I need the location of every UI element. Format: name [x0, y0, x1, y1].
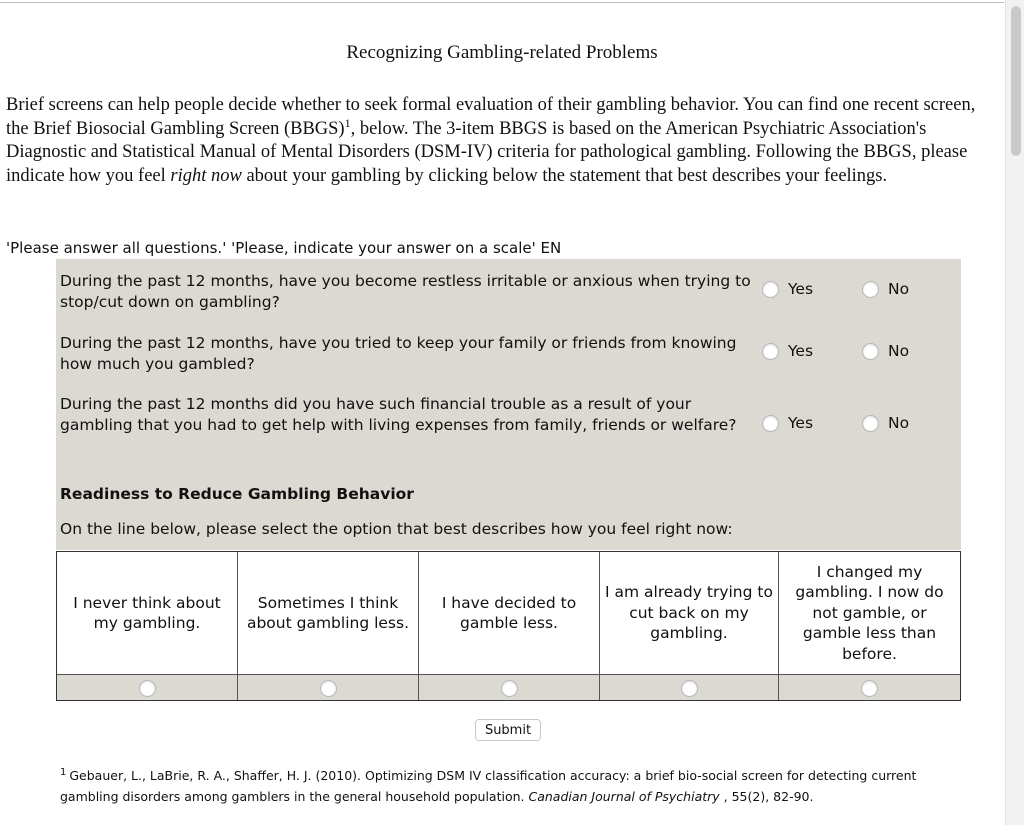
scale-option-3-radio[interactable]	[501, 680, 518, 697]
scale-option-2-label: Sometimes I think about gambling less.	[238, 552, 418, 674]
page-title: Recognizing Gambling-related Problems	[346, 42, 658, 63]
scale-option-3	[419, 552, 600, 700]
top-divider	[0, 2, 1004, 3]
scale-option-5-label: I changed my gambling. I now do not gamble, or gamble less than before.	[779, 552, 960, 674]
question-2-yes-label: Yes	[788, 342, 814, 360]
question-panel	[56, 259, 961, 550]
question-2-yes-radio[interactable]	[762, 343, 779, 360]
question-1-yes-label: Yes	[788, 280, 814, 298]
question-3-no-radio[interactable]	[862, 415, 879, 432]
scrollbar-thumb[interactable]	[1011, 6, 1021, 156]
scale-option-2	[238, 552, 419, 700]
footnote-citation-end: , 55(2), 82-90.	[719, 789, 814, 804]
footnote-ref: 1	[344, 115, 351, 130]
intro-text-3: about your gambling by clicking below the statement that best describes your feelings.	[241, 165, 888, 186]
vertical-scrollbar[interactable]	[1005, 0, 1024, 825]
instruction-text: 'Please answer all questions.' 'Please, indicate your answer on a scale' EN	[6, 239, 562, 257]
readiness-heading: Readiness to Reduce Gambling Behavior	[60, 485, 414, 503]
footnote-journal: Canadian Journal of Psychiatry	[528, 789, 720, 804]
scale-option-4-radio[interactable]	[681, 680, 698, 697]
question-3-yes-radio[interactable]	[762, 415, 779, 432]
question-3-no-label: No	[888, 414, 910, 432]
scale-option-1-label: I never think about my gambling.	[57, 552, 237, 674]
question-1-yes-radio[interactable]	[762, 281, 779, 298]
scale-option-3-label: I have decided to gamble less.	[419, 552, 599, 674]
question-2-yes-option[interactable]	[762, 342, 813, 360]
footnote-text: Gebauer, L., LaBrie, R. A., Shaffer, H. J. (2010). Optimizing DSM IV classification accuracy: a brief bio-social screen for detecting current gambling disorders among gamblers in the general household population.	[60, 768, 917, 804]
readiness-prompt: On the line below, please select the option that best describes how you feel right now:	[60, 520, 733, 538]
scale-option-1	[57, 552, 238, 700]
scale-option-4	[600, 552, 779, 700]
intro-emphasis: right now	[170, 165, 242, 186]
footnote-marker: 1	[60, 767, 67, 778]
question-1-no-radio[interactable]	[862, 281, 879, 298]
readiness-scale	[56, 551, 961, 701]
footnote	[60, 765, 960, 807]
intro-text-1: Brief screens can help people decide whether to seek formal evaluation of their gambling behavior. You can find one recent screen, the Brief Biosocial Gambling Screen (BBGS)	[6, 95, 976, 139]
question-1-no-option[interactable]	[862, 280, 909, 298]
intro-text-2: , below. The 3-item BBGS is based on the American Psychiatric Association's Diagnostic and Statistical Manual of Mental Disorders (DSM-IV) criteria for pathological gambling. Following the BBGS, please indicate how you feel	[6, 118, 968, 186]
question-2-text: During the past 12 months, have you tried to keep your family or friends from knowing how much you gambled?	[60, 334, 737, 373]
question-3-no-option[interactable]	[862, 414, 909, 432]
scale-option-5	[779, 552, 960, 700]
question-2-no-label: No	[888, 342, 910, 360]
scale-option-4-label: I am already trying to cut back on my gambling.	[600, 552, 778, 674]
question-2-no-option[interactable]	[862, 342, 909, 360]
scale-option-1-radio[interactable]	[139, 680, 156, 697]
question-3-text: During the past 12 months did you have such financial trouble as a result of your gambling that you had to get help with living expenses from family, friends or welfare?	[60, 395, 737, 434]
question-2-no-radio[interactable]	[862, 343, 879, 360]
submit-button[interactable]: Submit	[475, 719, 541, 741]
scale-option-5-radio[interactable]	[861, 680, 878, 697]
intro-paragraph	[6, 94, 986, 188]
question-1-text: During the past 12 months, have you become restless irritable or anxious when trying to stop/cut down on gambling?	[60, 272, 751, 311]
question-3-yes-option[interactable]	[762, 414, 813, 432]
question-1-yes-option[interactable]	[762, 280, 813, 298]
scale-option-2-radio[interactable]	[320, 680, 337, 697]
question-1-no-label: No	[888, 280, 910, 298]
question-3-yes-label: Yes	[788, 414, 814, 432]
